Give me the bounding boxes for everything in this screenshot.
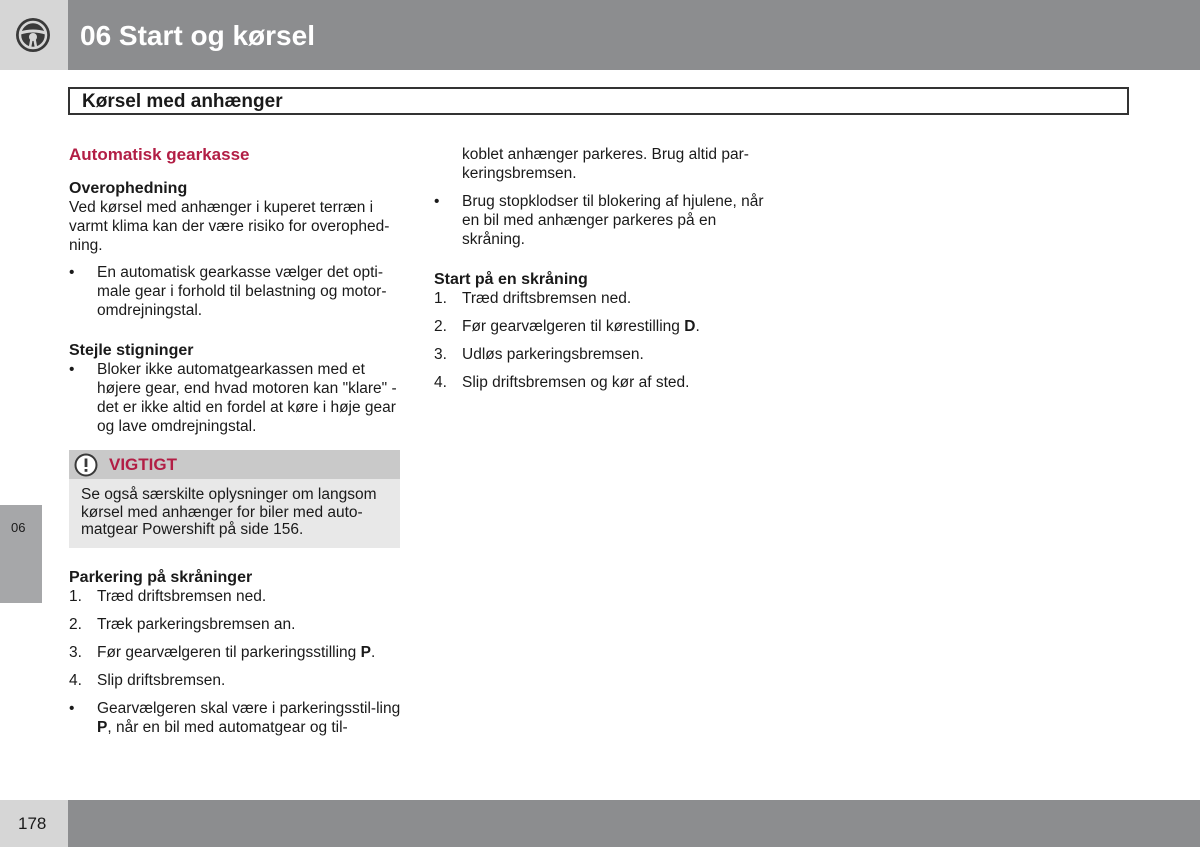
gear-position-letter: P [360, 643, 371, 661]
automatic-gearbox-heading: Automatisk gearkasse [69, 145, 250, 164]
continued-text: koblet anhænger parkeres. Brug altid par-keringsbremsen. [462, 146, 749, 182]
bullet-marker: • [434, 193, 440, 210]
step-text: Træd driftsbremsen ned. [97, 587, 267, 605]
step-text: Før gearvælgeren til parkeringsstilling [97, 643, 361, 661]
gear-position-letter: P [97, 718, 108, 736]
step-text: Før gearvælgeren til kørestilling [462, 318, 685, 335]
steep-inclines-heading: Stejle stigninger [69, 342, 194, 359]
step-text: Træd driftsbremsen ned. [462, 290, 632, 307]
list-item [69, 699, 402, 737]
list-item [69, 587, 402, 606]
bullet-marker: • [69, 361, 75, 378]
list-item [69, 360, 402, 436]
bullet-marker: • [69, 264, 75, 281]
section-title-box [68, 87, 1129, 115]
list-item [434, 373, 774, 392]
chapter-side-tab-label: 06 [11, 520, 26, 535]
step-number: 1. [434, 290, 447, 307]
step-text-end: . [370, 643, 376, 661]
step-number: 2. [434, 318, 447, 335]
parking-slopes-heading: Parkering på skråninger [69, 568, 253, 586]
section-title: Kørsel med anhænger [82, 91, 283, 112]
important-notice-text: Se også særskilte oplysninger om langsom kørsel med anhænger for biler med auto-matgear Powershift på side 156. [81, 486, 377, 538]
overheating-bullet-text: En automatisk gearkasse vælger det opti-male gear i forhold til belastning og motor-omdrejningstal. [97, 264, 387, 319]
step-text: Slip driftsbremsen og kør af sted. [462, 374, 690, 391]
list-item [69, 671, 402, 690]
step-number: 4. [434, 374, 447, 391]
important-notice-title: VIGTIGT [109, 455, 177, 474]
step-text: Træk parkeringsbremsen an. [97, 615, 296, 633]
list-item [69, 643, 402, 662]
step-number: 3. [434, 346, 447, 363]
list-item [69, 615, 402, 634]
parking-steps-list [69, 587, 402, 737]
list-item [434, 289, 774, 308]
page-number: 178 [18, 814, 47, 833]
start-on-slope-heading: Start på en skråning [434, 271, 588, 288]
important-notice-header [69, 450, 400, 479]
step-number: 4. [69, 671, 82, 689]
chapter-icon-box [0, 0, 68, 70]
list-item [434, 192, 774, 249]
step-number: 2. [69, 615, 82, 633]
list-item [69, 263, 402, 320]
chapter-title: 06 Start og kørsel [80, 20, 315, 51]
left-column [69, 145, 402, 746]
parking-bullet-text-end: , når en bil med automatgear og til- [107, 718, 348, 736]
steering-wheel-icon [15, 17, 51, 53]
parking-bullet-text: Gearvælgeren skal være i parkeringsstil-ling [97, 699, 401, 717]
wheel-chocks-text: Brug stopklodser til blokering af hjulene, når en bil med anhænger parkeres på en skråning. [462, 193, 764, 248]
overheating-heading: Overophedning [69, 180, 188, 197]
important-notice-box [69, 450, 400, 548]
step-text: Slip driftsbremsen. [97, 671, 226, 689]
bullet-marker: • [69, 699, 75, 717]
step-number: 1. [69, 587, 82, 605]
step-number: 3. [69, 643, 82, 661]
overheating-text: Ved kørsel med anhænger i kuperet terræn i varmt klima kan der være risiko for overophed-ning. [69, 199, 390, 254]
list-item [434, 317, 774, 336]
steep-bullet-text: Bloker ikke automatgearkassen med et højere gear, end hvad motoren kan "klare" - det er ikke altid en fordel at køre i høje gear og lave omdrejningstal. [97, 361, 397, 435]
gear-position-letter: D [684, 318, 696, 335]
list-item-continued [434, 145, 774, 183]
start-steps-list [434, 289, 774, 392]
step-text-end: . [695, 318, 700, 335]
right-column [434, 145, 774, 401]
footer-bar [68, 800, 1200, 847]
warning-exclamation-icon [74, 453, 98, 477]
step-text: Udløs parkeringsbremsen. [462, 346, 644, 363]
list-item [434, 345, 774, 364]
